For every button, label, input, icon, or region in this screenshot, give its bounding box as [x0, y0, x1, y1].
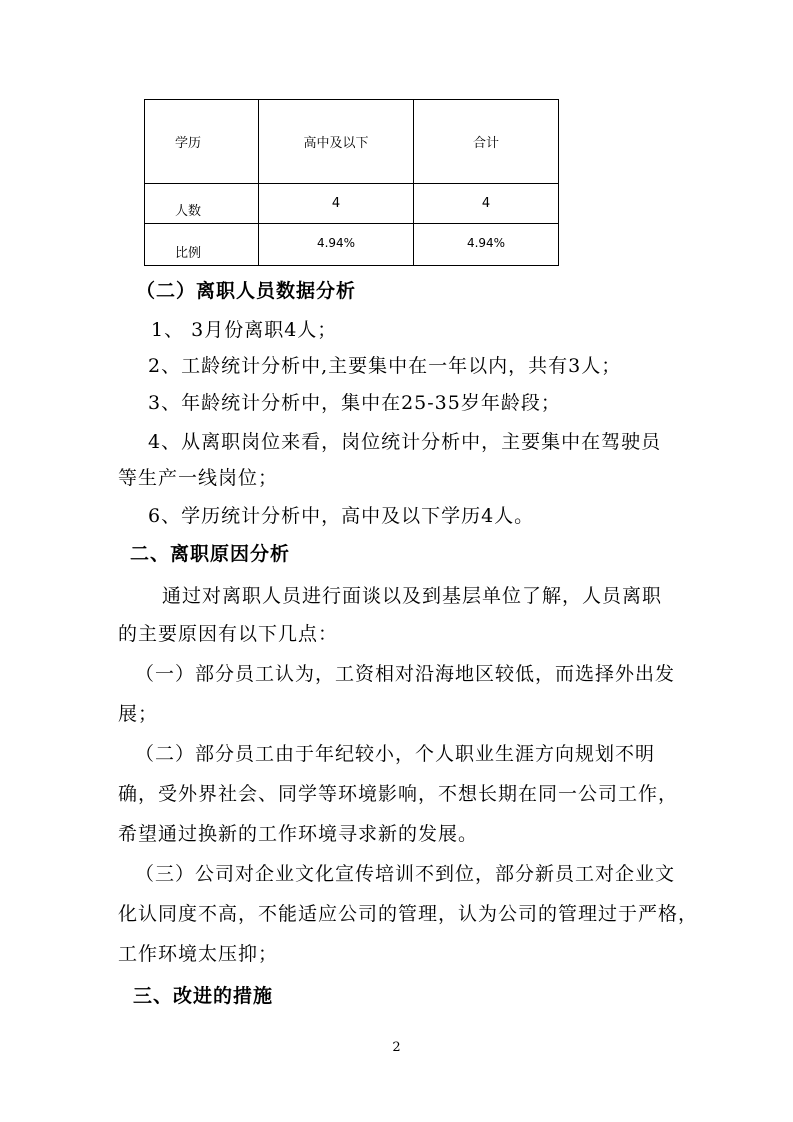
list-item: 6、学历统计分析中，高中及以下学历4人。: [148, 505, 535, 527]
table-row: [145, 224, 559, 266]
list-item: 3、年龄统计分析中，集中在25-35岁年龄段；: [148, 392, 561, 414]
paragraph-line: （二）部分员工由于年纪较小，个人职业生涯方向规划不明: [135, 743, 656, 765]
table-header-cell: 高中及以下: [259, 100, 414, 184]
table-cell: 4: [259, 184, 414, 224]
education-table: [144, 99, 559, 266]
section-title-improvements: 三、改进的措施: [133, 985, 274, 1007]
section-title-reasons: 二、离职原因分析: [130, 543, 291, 565]
paragraph-line: 化认同度不高，不能适应公司的管理，认为公司的管理过于严格，: [118, 903, 699, 925]
paragraph-line: 确，受外界社会、同学等环境影响，不想长期在同一公司工作，: [118, 783, 679, 805]
table-header-cell: 学历: [145, 100, 259, 184]
table-cell: 4: [414, 184, 559, 224]
section-title-resign-analysis: （二）离职人员数据分析: [136, 280, 357, 302]
paragraph-line: 通过对离职人员进行面谈以及到基层单位了解，人员离职: [162, 585, 663, 607]
table-cell: 4.94%: [414, 224, 559, 266]
table-row-label: 比例: [145, 224, 259, 266]
list-item: 1、 3月份离职4人；: [151, 319, 338, 341]
page-number: 2: [392, 1040, 401, 1055]
paragraph-line: （一）部分员工认为，工资相对沿海地区较低，而选择外出发: [135, 663, 676, 685]
table-header-cell: 合计: [414, 100, 559, 184]
paragraph-line: 的主要原因有以下几点：: [118, 623, 339, 645]
table-row: [145, 184, 559, 224]
list-item: 等生产一线岗位；: [118, 467, 279, 489]
list-item: 2、工龄统计分析中,主要集中在一年以内，共有3人；: [148, 355, 622, 377]
paragraph-line: 展；: [118, 703, 159, 725]
paragraph-line: 工作环境太压抑；: [118, 943, 279, 965]
paragraph-line: （三）公司对企业文化宣传培训不到位，部分新员工对企业文: [135, 863, 676, 885]
paragraph-line: 希望通过换新的工作环境寻求新的发展。: [118, 823, 479, 845]
table-cell: 4.94%: [259, 224, 414, 266]
table-header-row: [145, 100, 559, 184]
table-row-label: 人数: [145, 184, 259, 224]
list-item: 4、从离职岗位来看，岗位统计分析中，主要集中在驾驶员: [148, 431, 662, 453]
